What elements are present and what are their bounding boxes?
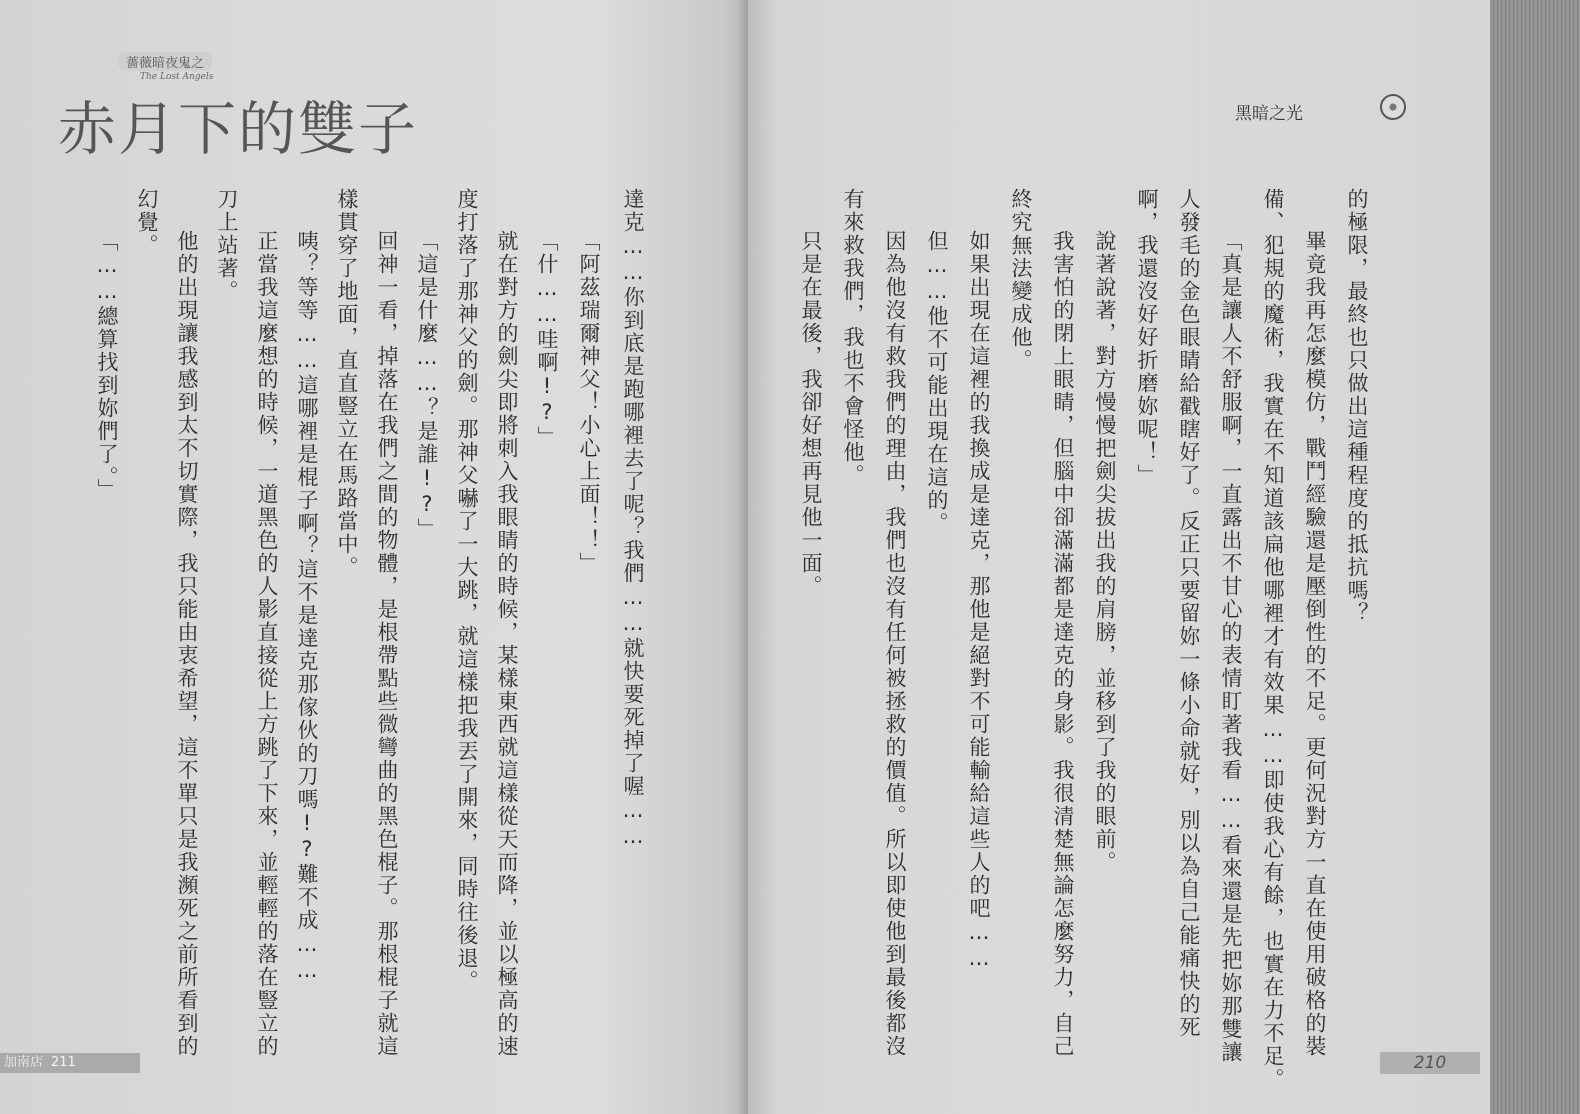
text-column: 有來救我們，我也不會怪他。 xyxy=(841,188,865,487)
emblem-icon xyxy=(1380,94,1406,120)
text-column: 說著說著，對方慢慢把劍尖拔出我的肩膀，並移到了我的眼前。 xyxy=(1093,230,1117,874)
text-column: 樣貫穿了地面，直直豎立在馬路當中。 xyxy=(335,188,359,579)
text-column: 「阿茲瑞爾神父！小心上面！！」 xyxy=(577,230,601,575)
text-column: 我害怕的閉上眼睛，但腦中卻滿滿都是達克的身影。我很清楚無論怎麼努力，自己 xyxy=(1051,230,1075,1058)
book-logo xyxy=(58,42,419,163)
text-column: 咦？等等……這哪裡是棍子啊？這不是達克那傢伙的刀嗎!?難不成…… xyxy=(295,230,319,984)
text-column: 就在對方的劍尖即將刺入我眼睛的時候，某樣東西就這樣從天而降，並以極高的速 xyxy=(495,230,519,1058)
text-column: 只是在最後，我卻好想再見他一面。 xyxy=(799,230,823,598)
text-column: 他的出現讓我感到太不切實際，我只能由衷希望，這不單只是我瀕死之前所看到的 xyxy=(175,230,199,1058)
text-column: 「什……哇啊!?」 xyxy=(535,230,559,449)
text-column: 人發毛的金色眼睛給戳瞎好了。反正只要留妳一條小命就好，別以為自己能痛快的死 xyxy=(1177,188,1201,1039)
text-column: 度打落了那神父的劍。那神父嚇了一大跳，就這樣把我丟了開來，同時往後退。 xyxy=(455,188,479,993)
text-column: 因為他沒有救我們的理由，我們也沒有任何被拯救的價值。所以即使他到最後都沒 xyxy=(883,230,907,1058)
text-column: 「真是讓人不舒服啊，一直露出不甘心的表情盯著我看……看來還是先把妳那雙讓 xyxy=(1219,230,1243,1064)
text-column: 啊，我還沒好好折磨妳呢！」 xyxy=(1135,188,1159,487)
page-edges xyxy=(1490,0,1580,1114)
text-column: 刀上站著。 xyxy=(215,188,239,303)
text-column: 畢竟我再怎麼模仿，戰鬥經驗還是壓倒性的不足。更何況對方一直在使用破格的裝 xyxy=(1303,230,1327,1058)
logo-title: 赤月下的雙子 xyxy=(58,95,419,163)
page-number: 210 xyxy=(1413,1053,1447,1073)
page-number: 211 xyxy=(51,1055,76,1070)
text-column: 備、犯規的魔術，我實在不知道該扁他哪裡才有效果……即使我心有餘，也實在力不足。 xyxy=(1261,188,1285,1091)
text-column: 正當我這麼想的時候，一道黑色的人影直接從上方跳了下來，並輕輕的落在豎立的 xyxy=(255,230,279,1058)
page-footer-right xyxy=(1380,1052,1480,1074)
text-column: 「……總算找到妳們了。」 xyxy=(95,230,119,502)
text-column: 回神一看，掉落在我們之間的物體，是根帶點些微彎曲的黑色棍子。那根棍子就這 xyxy=(375,230,399,1058)
logo-series: 薔薇暗夜鬼之 xyxy=(118,52,212,71)
logo-english: The Lost Angels xyxy=(140,72,214,82)
text-column: 「這是什麼……？是誰!?」 xyxy=(415,230,439,541)
page-footer-left xyxy=(0,1053,140,1073)
text-column: 終究無法變成他。 xyxy=(1009,188,1033,372)
text-column: 達克……你到底是跑哪裡去了呢？我們……就快要死掉了喔…… xyxy=(621,188,645,850)
publisher-name: 加南店 xyxy=(4,1055,44,1070)
text-column: 但……他不可能出現在這的。 xyxy=(925,230,949,535)
text-column: 幻覺。 xyxy=(135,188,159,257)
text-column: 的極限，最終也只做出這種程度的抵抗嗎？ xyxy=(1345,188,1369,625)
left-page xyxy=(0,0,748,1114)
running-head: 黑暗之光 xyxy=(1235,104,1303,124)
text-column: 如果出現在這裡的我換成是達克，那他是絕對不可能輸給這些人的吧…… xyxy=(967,230,991,972)
